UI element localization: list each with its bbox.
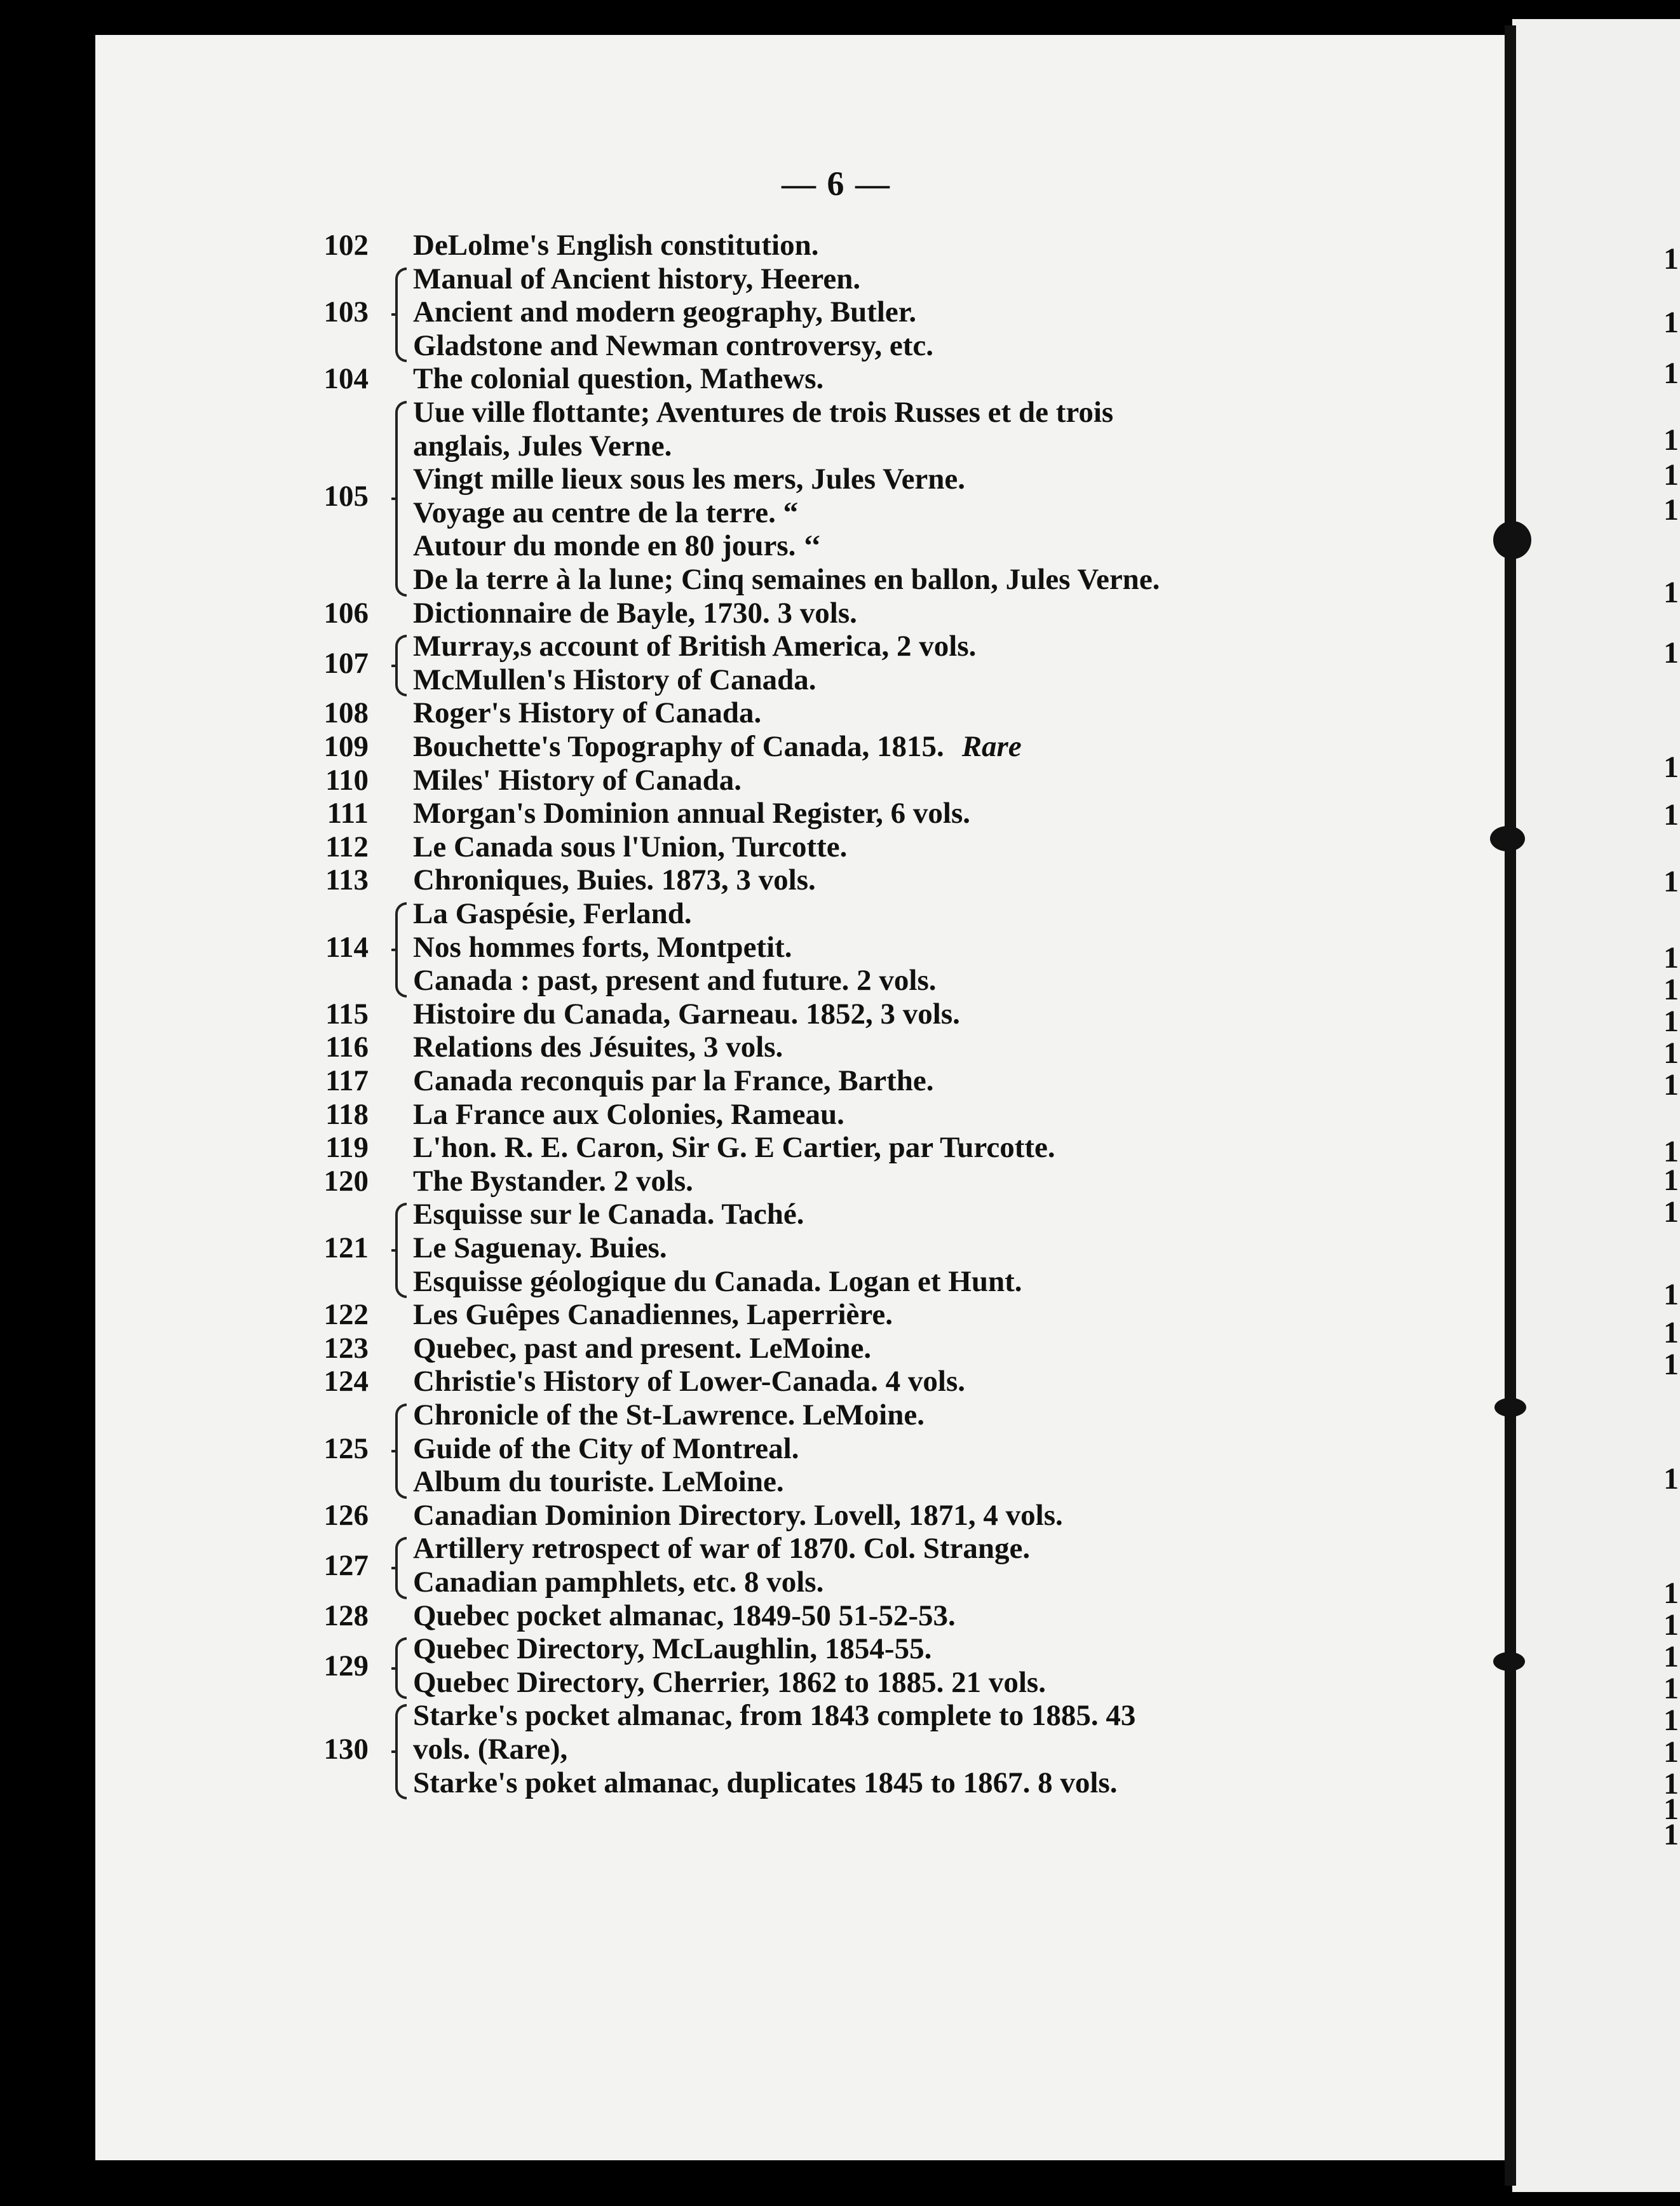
entry-line: The colonial question, Mathews.: [413, 362, 824, 396]
adjacent-page-digit: 1: [1663, 1462, 1679, 1496]
adjacent-page-digit: 1: [1663, 941, 1679, 975]
entry-line: Miles' History of Canada.: [413, 763, 742, 797]
entry-number: 109: [323, 730, 369, 763]
adjacent-page-digit: 1: [1663, 1818, 1679, 1851]
adjacent-page-digit: 1: [1663, 1348, 1679, 1381]
entry-number: 124: [323, 1365, 369, 1398]
entry-line: De la terre à la lune; Cinq semaines en ballon, Jules Verne.: [413, 563, 1160, 596]
adjacent-page-digit: 1: [1663, 493, 1679, 527]
entry-number: 122: [323, 1298, 369, 1332]
entry-line: Gladstone and Newman controversy, etc.: [413, 328, 933, 362]
entry-number: 117: [325, 1064, 369, 1097]
entry-line: Christie's History of Lower-Canada. 4 vols.: [413, 1365, 966, 1398]
entry-number: 126: [323, 1498, 369, 1532]
entry-number: 121: [323, 1231, 369, 1264]
group-brace: [395, 1704, 407, 1799]
entry-number: 125: [323, 1431, 369, 1465]
entry-number: 107: [323, 646, 369, 680]
entry-line: Relations des Jésuites, 3 vols.: [413, 1031, 783, 1064]
adjacent-page-digit: 1: [1663, 1576, 1679, 1610]
page-number: — 6 —: [782, 165, 891, 203]
group-brace: [395, 635, 407, 696]
entry-line: Esquisse géologique du Canada. Logan et Hunt.: [413, 1264, 1022, 1298]
entry-line: Morgan's Dominion annual Register, 6 vols.: [413, 797, 970, 830]
entry-line: Album du touriste. LeMoine.: [413, 1465, 784, 1499]
entry-line: Canada : past, present and future. 2 vols.: [413, 964, 937, 998]
entry-number: 108: [323, 696, 369, 730]
entry-line: Quebec, past and present. LeMoine.: [413, 1331, 872, 1365]
entry-line: Le Canada sous l'Union, Turcotte.: [413, 830, 848, 863]
adjacent-page-digit: 1: [1663, 1767, 1679, 1801]
group-brace: [395, 1203, 407, 1298]
entry-number: 120: [323, 1164, 369, 1198]
adjacent-page-digit: 1: [1663, 356, 1679, 390]
group-brace: [395, 267, 407, 363]
entry-number: 116: [325, 1031, 369, 1064]
entry-line: Manual of Ancient history, Heeren.: [413, 262, 861, 295]
entry-line: Bouchette's Topography of Canada, 1815. Rare: [413, 730, 1022, 763]
entry-line: DeLolme's English constitution.: [413, 229, 819, 262]
group-brace: [395, 1404, 407, 1499]
entry-line: The Bystander. 2 vols.: [413, 1164, 693, 1198]
entry-number: 123: [323, 1331, 369, 1365]
entry-number: 119: [325, 1131, 369, 1165]
adjacent-page-digit: 1: [1663, 423, 1679, 457]
adjacent-page-digit: 1: [1663, 458, 1679, 492]
adjacent-page-digit: 1: [1663, 1672, 1679, 1705]
entry-line: Quebec pocket almanac, 1849-50 51-52-53.: [413, 1599, 956, 1632]
entry-line: Canadian Dominion Directory. Lovell, 1871, 4 vols.: [413, 1498, 1063, 1532]
entry-number: 103: [323, 295, 369, 329]
entry-line: La Gaspésie, Ferland.: [413, 897, 692, 930]
entry-line: Canada reconquis par la France, Barthe.: [413, 1064, 934, 1097]
entry-line: Ancient and modern geography, Butler.: [413, 295, 917, 329]
entry-line: Quebec Directory, McLaughlin, 1854-55.: [413, 1632, 932, 1666]
entry-number: 127: [323, 1548, 369, 1582]
entry-line: Vingt mille lieux sous les mers, Jules Verne.: [413, 463, 966, 496]
adjacent-page-digit: 1: [1663, 1703, 1679, 1737]
entry-line: Murray,s account of British America, 2 vols.: [413, 630, 977, 663]
entry-line: Chroniques, Buies. 1873, 3 vols.: [413, 863, 816, 897]
adjacent-page-digit: 1: [1663, 750, 1679, 784]
adjacent-page-digit: 1: [1663, 798, 1679, 832]
adjacent-page-digit: 1: [1663, 636, 1679, 670]
entry-number: 104: [323, 362, 369, 396]
adjacent-page-digit: 1: [1663, 1036, 1679, 1070]
entry-line: Histoire du Canada, Garneau. 1852, 3 vols.: [413, 997, 960, 1031]
adjacent-page-digit: 1: [1663, 973, 1679, 1006]
entry-number: 114: [325, 930, 369, 964]
entry-number: 115: [325, 997, 369, 1031]
group-brace: [395, 902, 407, 998]
entry-line: Voyage au centre de la terre. “: [413, 496, 799, 529]
entry-line: Esquisse sur le Canada. Taché.: [413, 1198, 804, 1231]
adjacent-page-digit: 1: [1663, 1278, 1679, 1311]
entry-line: La France aux Colonies, Rameau.: [413, 1097, 844, 1131]
entry-number: 106: [323, 596, 369, 630]
adjacent-page-digit: 1: [1663, 1005, 1679, 1038]
adjacent-page-digit: 1: [1663, 1195, 1679, 1229]
entry-line: Starke's poket almanac, duplicates 1845 to 1867. 8 vols.: [413, 1766, 1118, 1799]
entry-number: 118: [325, 1097, 369, 1131]
entry-number: 130: [323, 1733, 369, 1766]
adjacent-page-digit: 1: [1663, 576, 1679, 609]
entry-number: 112: [325, 830, 369, 863]
group-brace: [395, 1637, 407, 1699]
adjacent-page-digit: 1: [1663, 1316, 1679, 1350]
adjacent-page-digit: 1: [1663, 242, 1679, 276]
adjacent-page-digit: 1: [1663, 1163, 1679, 1197]
entry-number: 113: [325, 863, 369, 897]
adjacent-page-digit: 1: [1663, 1608, 1679, 1642]
adjacent-page-digit: 1: [1663, 865, 1679, 898]
entry-number: 102: [323, 229, 369, 262]
entry-number: 111: [327, 797, 369, 830]
entry-line: Quebec Directory, Cherrier, 1862 to 1885. 21 vols.: [413, 1665, 1046, 1699]
entry-line: L'hon. R. E. Caron, Sir G. E Cartier, par Turcotte.: [413, 1131, 1055, 1165]
adjacent-page-digit: 1: [1663, 306, 1679, 339]
entry-line: Roger's History of Canada.: [413, 696, 762, 730]
entry-line: anglais, Jules Verne.: [413, 429, 672, 463]
entry-number: 129: [323, 1649, 369, 1682]
adjacent-page-digit: 1: [1663, 1640, 1679, 1674]
group-brace: [395, 1537, 407, 1599]
entry-line: Guide of the City of Montreal.: [413, 1431, 799, 1465]
entry-line: McMullen's History of Canada.: [413, 663, 816, 696]
adjacent-page-digit: 1: [1663, 1792, 1679, 1826]
entry-number: 105: [323, 479, 369, 513]
entry-line: Chronicle of the St-Lawrence. LeMoine.: [413, 1398, 925, 1431]
entry-number: 110: [325, 763, 369, 797]
entry-line: Uue ville flottante; Aventures de trois Russes et de trois: [413, 396, 1114, 429]
entry-line: Les Guêpes Canadiennes, Laperrière.: [413, 1298, 893, 1332]
group-brace: [395, 401, 407, 597]
adjacent-page-digit: 1: [1663, 1068, 1679, 1102]
rare-note: Rare: [961, 730, 1022, 763]
entry-number: 128: [323, 1599, 369, 1632]
entry-line: Autour du monde en 80 jours. ‘‘: [413, 529, 821, 563]
adjacent-page-digit: 1: [1663, 1135, 1679, 1168]
adjacent-page-digit: 1: [1663, 1735, 1679, 1769]
entry-line: Nos hommes forts, Montpetit.: [413, 930, 792, 964]
entry-line: Dictionnaire de Bayle, 1730. 3 vols.: [413, 596, 857, 630]
entry-line: Artillery retrospect of war of 1870. Col. Strange.: [413, 1532, 1031, 1566]
entry-line: vols. (Rare),: [413, 1733, 568, 1766]
entry-line: Starke's pocket almanac, from 1843 complete to 1885. 43: [413, 1699, 1136, 1733]
entry-line: Canadian pamphlets, etc. 8 vols.: [413, 1566, 824, 1599]
entry-line: Le Saguenay. Buies.: [413, 1231, 667, 1264]
